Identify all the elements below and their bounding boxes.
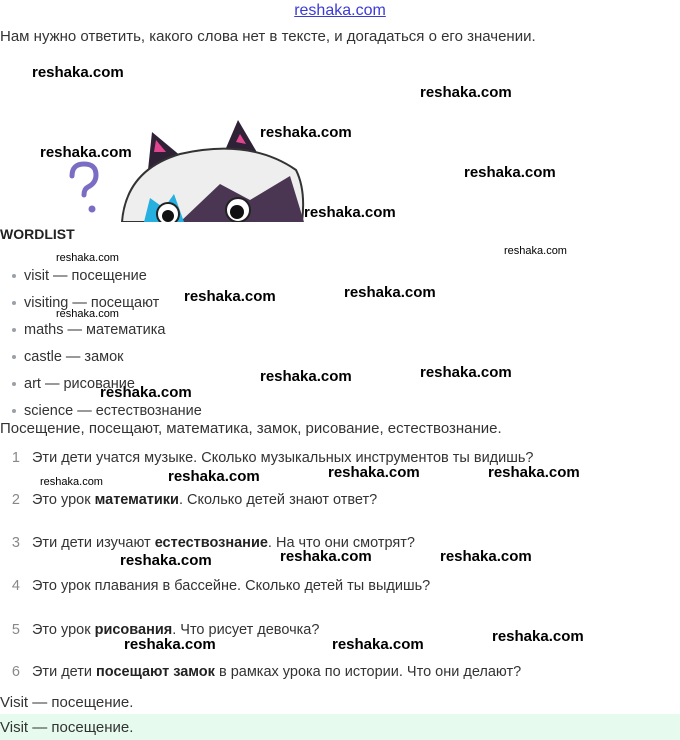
watermark: reshaka.com: [332, 636, 424, 653]
question-number: 3: [11, 535, 20, 551]
question-text: Это урок плавания в бассейне. Сколько детей ты выдишь?: [32, 578, 431, 594]
bullet: [12, 274, 16, 278]
watermark: reshaka.com: [40, 476, 103, 488]
word-entry: science — естествознание: [24, 402, 202, 419]
question-text: Это урок: [32, 492, 95, 508]
question-bold: математики: [94, 492, 179, 508]
bullet: [12, 328, 16, 332]
question-text: Эти дети: [32, 664, 97, 680]
question-text: Эти дети изучают: [32, 535, 155, 551]
list-item: [12, 316, 202, 343]
question-number: 1: [11, 450, 20, 466]
watermark: reshaka.com: [420, 84, 512, 101]
question-item: [0, 492, 377, 508]
question-item: [0, 622, 319, 638]
watermark: reshaka.com: [420, 364, 512, 381]
word-entry: maths — математика: [24, 321, 166, 338]
watermark: reshaka.com: [120, 552, 212, 569]
watermark: reshaka.com: [260, 124, 352, 141]
watermark: reshaka.com: [56, 252, 119, 264]
answer-text: Visit — посещение.: [0, 694, 134, 711]
watermark: reshaka.com: [100, 384, 192, 401]
question-item: [0, 578, 430, 594]
list-item: [12, 343, 202, 370]
question-text-after: . На что они смотрят?: [267, 535, 415, 551]
question-number: 4: [11, 578, 20, 594]
summary-text: Посещение, посещают, математика, замок, рисование, естествознание.: [0, 420, 502, 437]
question-text-after: в рамках урока по истории. Что они делают?: [214, 664, 522, 680]
watermark: reshaka.com: [464, 164, 556, 181]
list-item: [12, 370, 202, 397]
answer-highlighted: Visit — посещение.: [0, 714, 680, 740]
question-text-after: . Что рисует девочка?: [172, 622, 320, 638]
question-item: [0, 664, 521, 680]
question-text: Это урок: [32, 622, 95, 638]
site-link[interactable]: reshaka.com: [294, 2, 386, 19]
question-text: Эти дети учатся музыке. Сколько музыкальных инструментов ты видишь?: [32, 450, 534, 466]
watermark: reshaka.com: [504, 245, 567, 257]
question-bold: посещают замок: [96, 664, 215, 680]
watermark: reshaka.com: [328, 464, 420, 481]
bullet: [12, 355, 16, 359]
watermark: reshaka.com: [124, 636, 216, 653]
wordlist: [12, 262, 202, 424]
question-bold: естествознание: [154, 535, 268, 551]
question-bold: рисования: [94, 622, 173, 638]
watermark: reshaka.com: [184, 288, 276, 305]
watermark: reshaka.com: [492, 628, 584, 645]
wordlist-title: WORDLIST: [0, 226, 75, 242]
question-item: [0, 450, 534, 466]
question-mark-icon: [72, 164, 96, 213]
watermark: reshaka.com: [488, 464, 580, 481]
bullet: [12, 382, 16, 386]
watermark: reshaka.com: [56, 308, 119, 320]
intro-text: Нам нужно ответить, какого слова нет в тексте, и догадаться о его значении.: [0, 28, 536, 45]
bullet: [12, 409, 16, 413]
question-number: 2: [11, 492, 20, 508]
watermark: reshaka.com: [168, 468, 260, 485]
word-entry: visit — посещение: [24, 267, 147, 284]
watermark: reshaka.com: [280, 548, 372, 565]
question-number: 5: [11, 622, 20, 638]
watermark: reshaka.com: [440, 548, 532, 565]
bullet: [12, 301, 16, 305]
watermark: reshaka.com: [344, 284, 436, 301]
question-text-after: . Сколько детей знают ответ?: [178, 492, 378, 508]
list-item: [12, 262, 202, 289]
question-item: [0, 535, 415, 551]
list-item: [12, 289, 202, 316]
word-entry: castle — замок: [24, 348, 124, 365]
watermark: reshaka.com: [32, 64, 124, 81]
watermark: reshaka.com: [304, 204, 396, 221]
watermark: reshaka.com: [40, 144, 132, 161]
word-entry: art — рисование: [24, 375, 135, 392]
watermark: reshaka.com: [260, 368, 352, 385]
word-entry: visiting — посещают: [24, 294, 160, 311]
question-number: 6: [11, 664, 20, 680]
